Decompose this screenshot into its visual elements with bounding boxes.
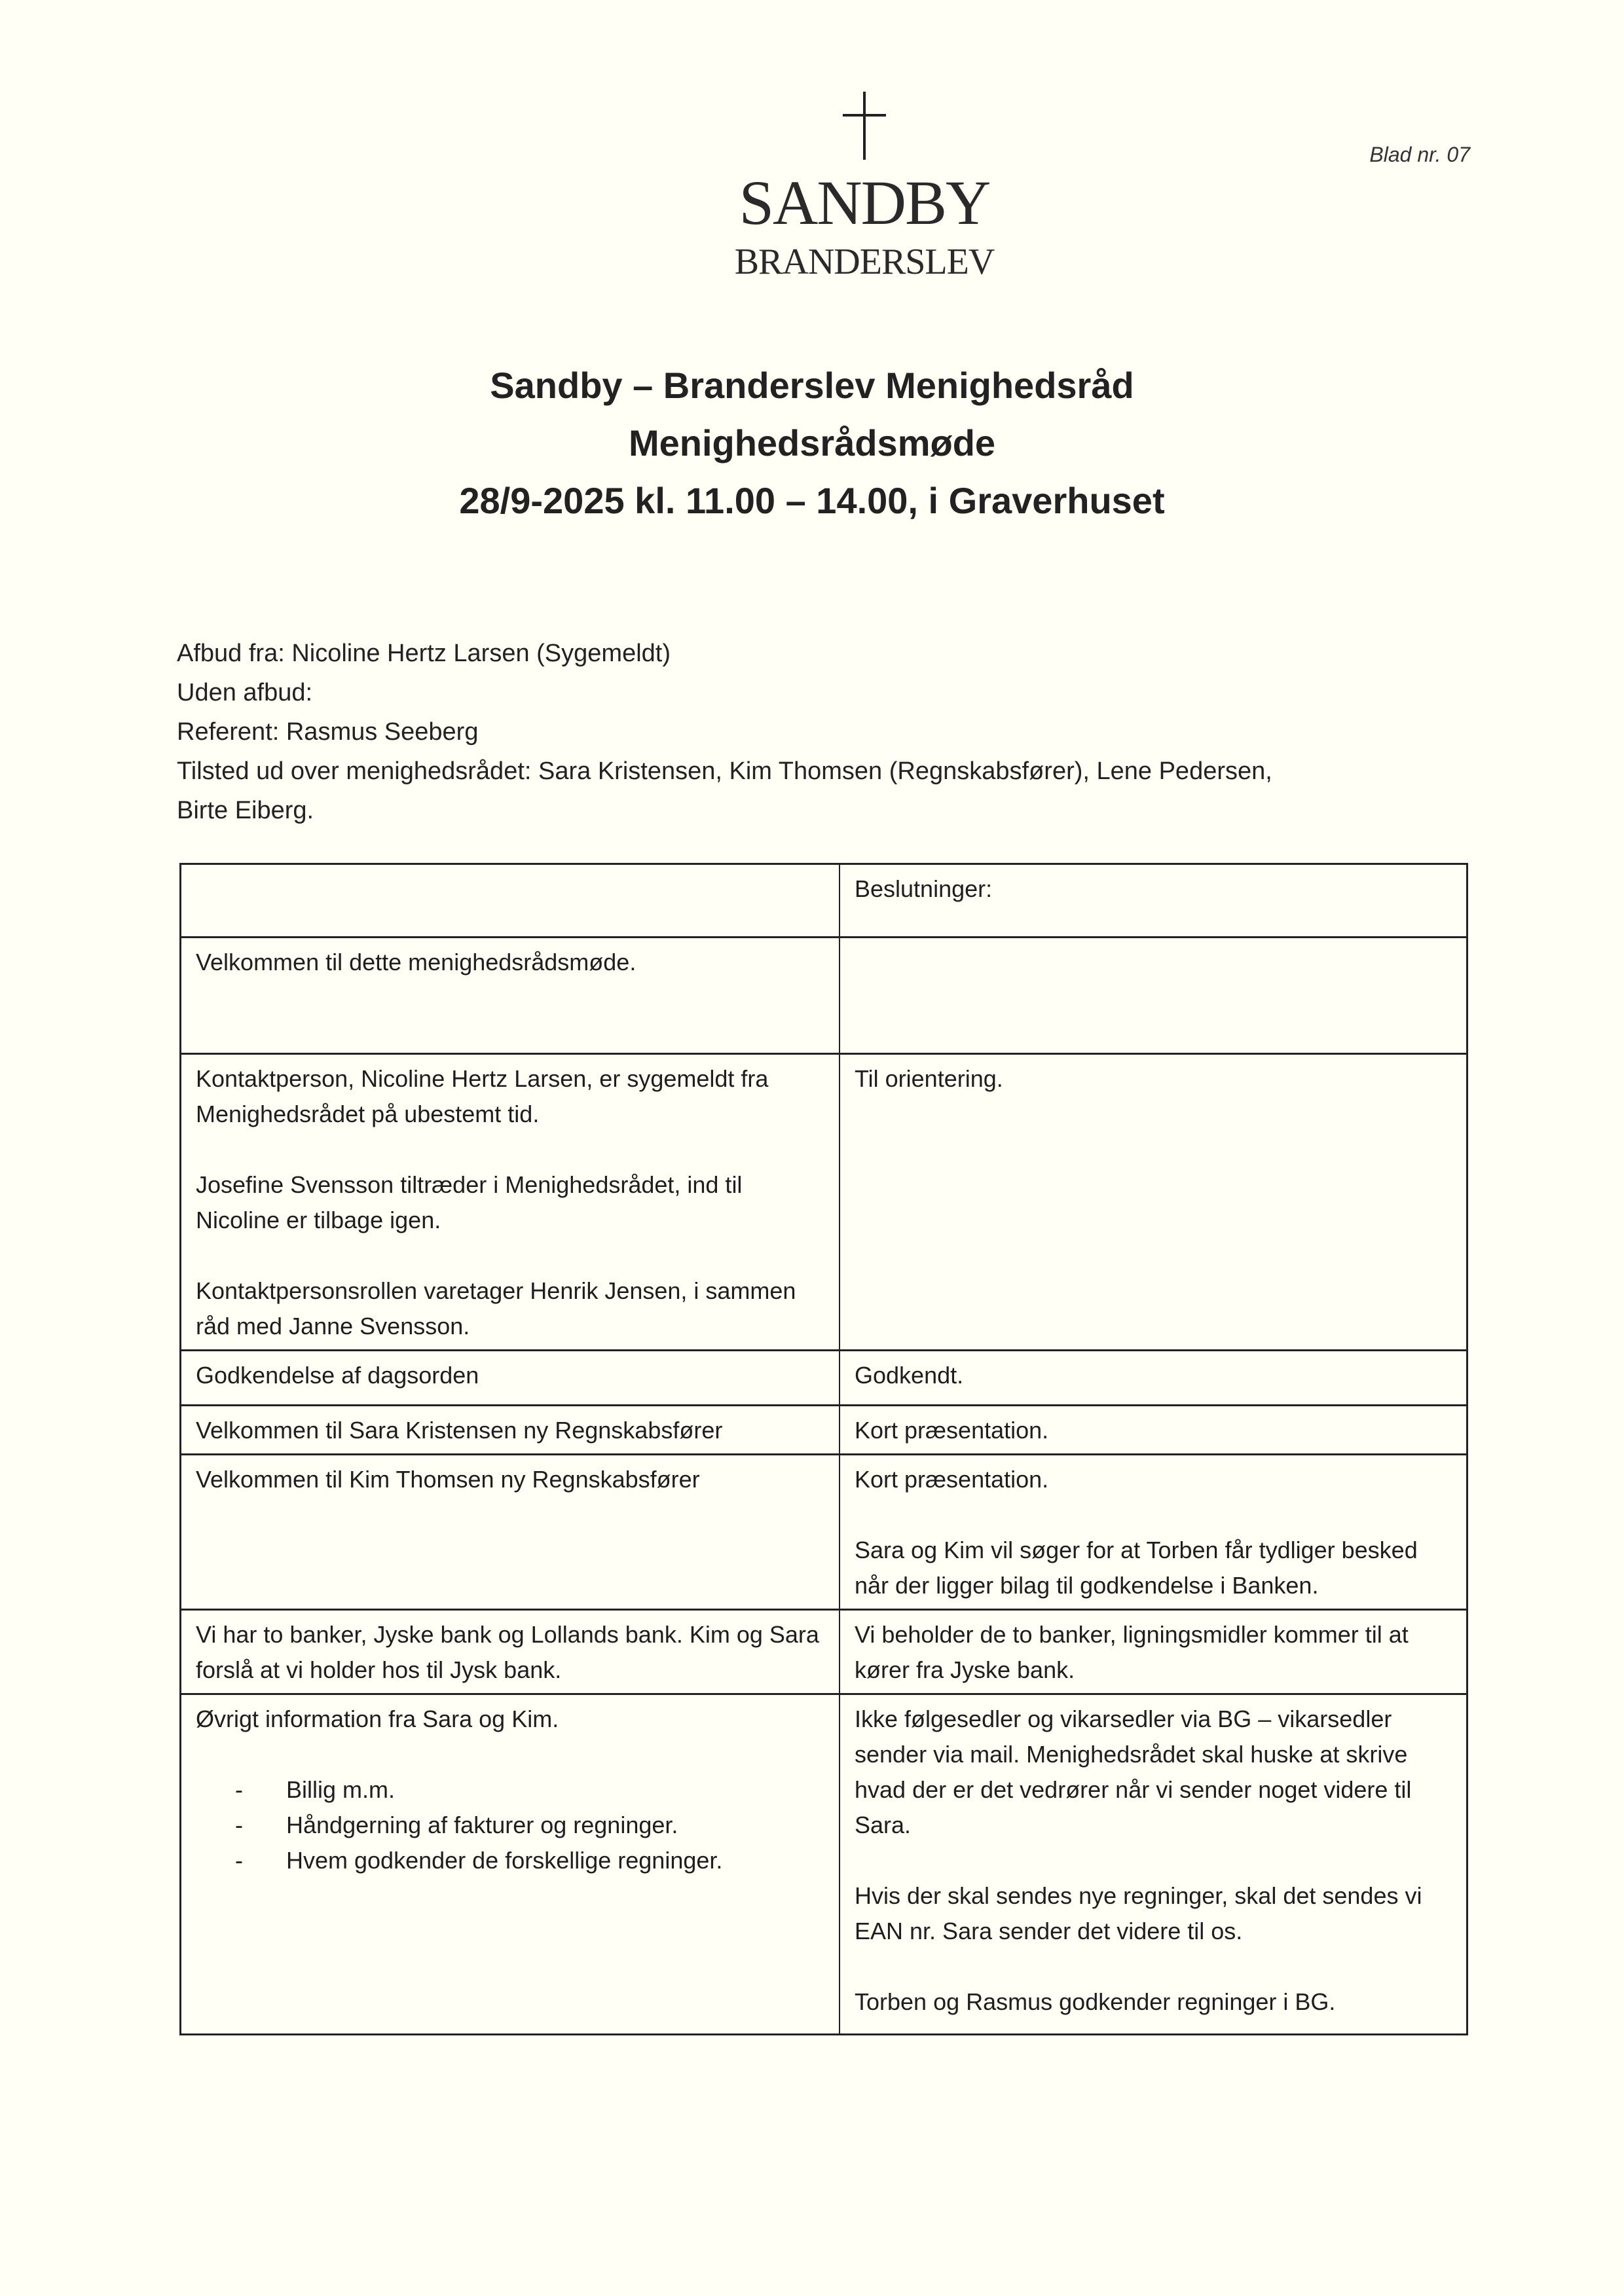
- agenda-cell: [181, 1610, 840, 1694]
- table-header-row: [181, 864, 1467, 938]
- absent-line: Afbud fra: Nicoline Hertz Larsen (Sygemeldt): [177, 640, 671, 667]
- agenda-text: Velkommen til dette menighedsrådsmøde.: [196, 949, 637, 975]
- table-row: [181, 1054, 1467, 1351]
- agenda-cell: [181, 1455, 840, 1610]
- decision-cell: [840, 1054, 1467, 1351]
- decision-text: Godkendt.: [855, 1362, 964, 1389]
- agenda-text: Velkommen til Kim Thomsen ny Regnskabsfører: [196, 1466, 700, 1493]
- decision-text: Torben og Rasmus godkender regninger i BG.: [855, 1988, 1336, 2015]
- agenda-cell: [181, 1054, 840, 1351]
- decision-cell: [840, 938, 1467, 1054]
- list-item: [235, 1808, 824, 1843]
- attendance-block: [177, 634, 1460, 830]
- present-line-cont: Birte Eiberg.: [177, 797, 314, 824]
- table-row: [181, 1406, 1467, 1455]
- logo-sandby: SANDBY: [739, 168, 990, 238]
- decision-text: Vi beholder de to banker, ligningsmidler kommer til at kører fra Jyske bank.: [855, 1621, 1409, 1683]
- table-row: [181, 1455, 1467, 1610]
- agenda-text: Godkendelse af dagsorden: [196, 1362, 479, 1389]
- decision-text: Hvis der skal sendes nye regninger, skal det sendes vi EAN nr. Sara sender det videre til os.: [855, 1882, 1422, 1944]
- agenda-cell: [181, 1694, 840, 2035]
- document-title-block: [0, 357, 1624, 530]
- agenda-cell: [181, 938, 840, 1054]
- decisions-heading: Beslutninger:: [855, 875, 993, 902]
- title-council: Sandby – Branderslev Menighedsråd: [490, 365, 1134, 406]
- decision-text: Kort præsentation.: [855, 1466, 1049, 1493]
- decision-cell: [840, 1610, 1467, 1694]
- bullet-dash: -: [235, 1847, 243, 1874]
- list-item: [235, 1843, 824, 1878]
- agenda-text: Øvrigt information fra Sara og Kim.: [196, 1705, 559, 1732]
- decision-text: Ikke følgesedler og vikarsedler via BG – vikarsedler sender via mail. Menighedsrådet skal huske at skrive hvad der er det vedrører når vi sender noget videre til Sara.: [855, 1705, 1412, 1838]
- decision-cell: [840, 1455, 1467, 1610]
- agenda-text: Kontaktperson, Nicoline Hertz Larsen, er sygemeldt fra Menighedsrådet på ubestemt tid.: [196, 1065, 769, 1127]
- decision-cell: [840, 1351, 1467, 1406]
- agenda-text: Kontaktpersonsrollen varetager Henrik Jensen, i sammen råd med Janne Svensson.: [196, 1277, 796, 1339]
- table-row: [181, 1351, 1467, 1406]
- sandby-branderslev-logo: [681, 92, 1048, 288]
- bullet-text: Håndgerning af fakturer og regninger.: [286, 1812, 678, 1838]
- header-cell-decisions: [840, 864, 1467, 938]
- table-row: [181, 938, 1467, 1054]
- agenda-text: Josefine Svensson tiltræder i Menighedsrådet, ind til Nicoline er tilbage igen.: [196, 1171, 743, 1233]
- decision-text: Sara og Kim vil søger for at Torben får tydliger besked når der ligger bilag til godkendelse i Banken.: [855, 1537, 1418, 1599]
- bullet-dash: -: [235, 1812, 243, 1838]
- title-date-place: 28/9-2025 kl. 11.00 – 14.00, i Graverhuset: [459, 480, 1165, 521]
- bullet-list: [235, 1772, 824, 1878]
- bullet-text: Billig m.m.: [286, 1776, 396, 1803]
- agenda-cell: [181, 1351, 840, 1406]
- sheet-number: Blad nr. 07: [1369, 143, 1470, 166]
- no-notice-line: Uden afbud:: [177, 679, 313, 706]
- decision-cell: [840, 1406, 1467, 1455]
- decision-cell: [840, 1694, 1467, 2035]
- present-line: Tilsted ud over menighedsrådet: Sara Kristensen, Kim Thomsen (Regnskabsfører), Lene Pedersen,: [177, 757, 1272, 785]
- table-row: [181, 1694, 1467, 2035]
- table-row: [181, 1610, 1467, 1694]
- header-cell-agenda: [181, 864, 840, 938]
- decision-text: Til orientering.: [855, 1065, 1003, 1092]
- agenda-table: [179, 863, 1468, 2035]
- list-item: [235, 1772, 824, 1808]
- agenda-text: Velkommen til Sara Kristensen ny Regnskabsfører: [196, 1417, 723, 1444]
- bullet-dash: -: [235, 1776, 243, 1803]
- logo-branderslev: BRANDERSLEV: [734, 242, 995, 282]
- cross-icon: [835, 92, 894, 164]
- title-meeting: Menighedsrådsmøde: [628, 422, 996, 464]
- bullet-text: Hvem godkender de forskellige regninger.: [286, 1847, 723, 1874]
- minutes-taker-line: Referent: Rasmus Seeberg: [177, 718, 479, 746]
- decision-text: Kort præsentation.: [855, 1417, 1049, 1444]
- agenda-text: Vi har to banker, Jyske bank og Lollands bank. Kim og Sara forslå at vi holder hos til Jysk bank.: [196, 1621, 819, 1683]
- agenda-cell: [181, 1406, 840, 1455]
